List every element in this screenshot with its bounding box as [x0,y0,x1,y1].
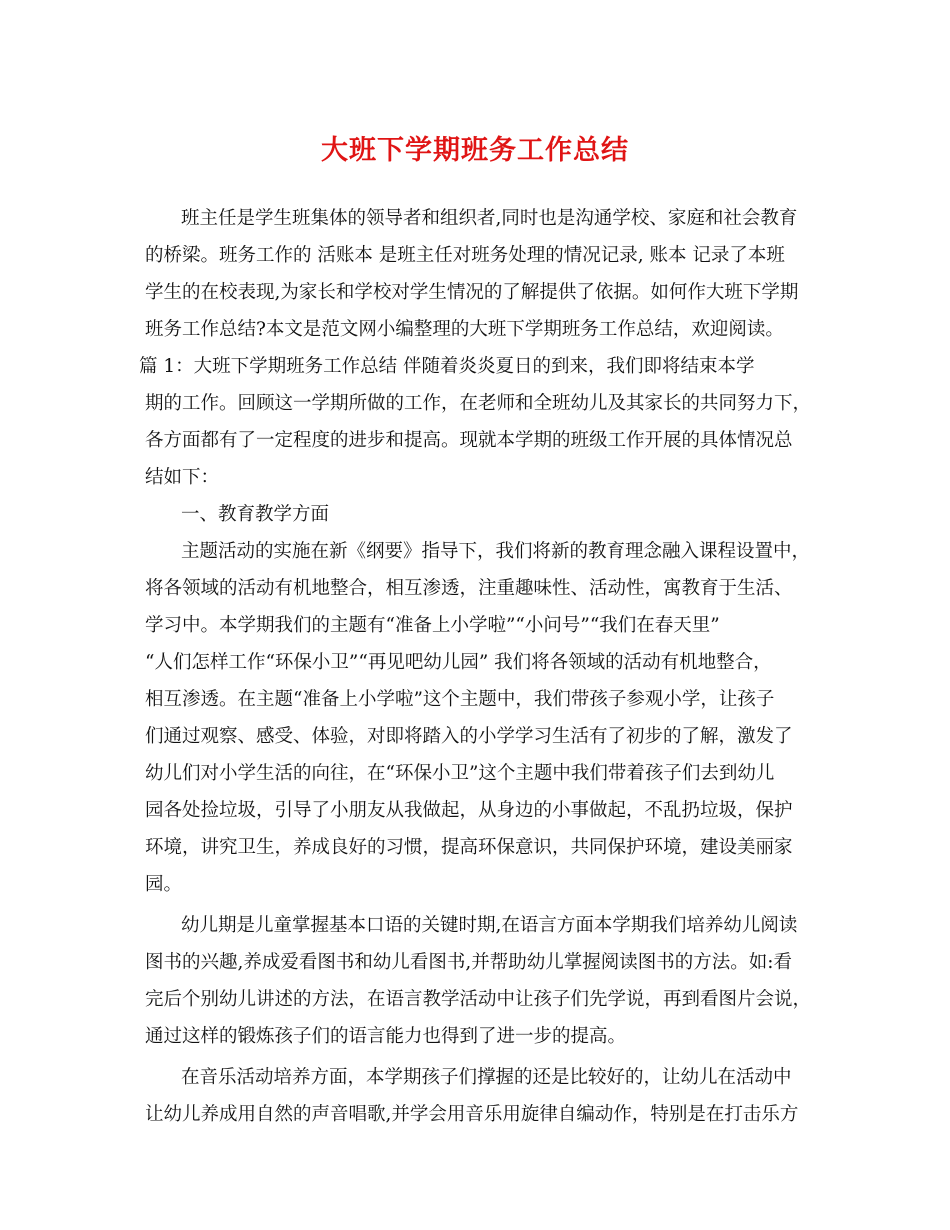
text-line: 们通过观察、感受、体验，对即将踏入的小学学习生活有了初步的了解，激发了 [145,726,793,747]
text-line: 各方面都有了一定程度的进步和提高。现就本学期的班级工作开展的具体情况总 [145,430,793,451]
section-heading: 一、教育教学方面 [181,504,330,525]
text-line: 主题活动的实施在新《纲要》指导下，我们将新的教育理念融入课程设置中， [181,541,811,562]
text-line: 学生的在校表现,为家长和学校对学生情况的了解提供了依据。如何作大班下学期 [145,282,799,303]
text-line: 幼儿期是儿童掌握基本口语的关键时期,在语言方面本学期我们培养幼儿阅读 [181,915,798,936]
text-line: 让幼儿养成用自然的声音唱歌,并学会用音乐用旋律自编动作，特别是在打击乐方 [145,1104,799,1125]
text-line: 园。 [145,874,183,895]
text-line: 结如下： [145,467,220,488]
text-line: 将各领域的活动有机地整合，相互渗透，注重趣味性、活动性，寓教育于生活、 [145,578,793,599]
text-line: 完后个别幼儿讲述的方法，在语言教学活动中让孩子们先学说，再到看图片会说， [145,989,812,1010]
text-line: 环境，讲究卫生，养成良好的习惯，提高环保意识，共同保护环境，建设美丽家 [145,837,793,858]
text-line: 相互渗透。在主题“准备上小学啦”这个主题中，我们带孩子参观小学，让孩子 [145,689,775,710]
text-line: 在音乐活动培养方面，本学期孩子们撑握的还是比较好的，让幼儿在活动中 [181,1067,792,1088]
text-line: 期的工作。回顾这一学期所做的工作，在老师和全班幼儿及其家长的共同努力下， [145,393,812,414]
text-line: 园各处捡垃圾，引导了小朋友从我做起，从身边的小事做起，不乱扔垃圾，保护 [145,800,793,821]
text-line: 班务工作总结?本文是范文网小编整理的大班下学期班务工作总结，欢迎阅读。 [145,319,784,340]
text-line: 班主任是学生班集体的领导者和组织者,同时也是沟通学校、家庭和社会教育 [181,208,798,229]
text-line: “人们怎样工作“环保小卫”“再见吧幼儿园” 我们将各领域的活动有机地整合， [145,652,772,673]
text-line: 学习中。本学期我们的主题有“准备上小学啦”“小问号”“我们在春天里” [145,615,720,636]
text-line: 通过这样的锻炼孩子们的语言能力也得到了进一步的提高。 [145,1026,627,1047]
text-line: 图书的兴趣,养成爱看图书和幼儿看图书,并帮助幼儿掌握阅读图书的方法。如:看 [145,952,792,973]
document-title: 大班下学期班务工作总结 [321,135,629,166]
text-line: 篇 1：大班下学期班务工作总结 伴随着炎炎夏日的到来，我们即将结束本学 [139,356,755,377]
text-line: 的桥梁。班务工作的 活账本 是班主任对班务处理的情况记录, 账本 记录了本班 [145,245,785,266]
text-line: 幼儿们对小学生活的向往，在“环保小卫”这个主题中我们带着孩子们去到幼儿 [145,763,775,784]
